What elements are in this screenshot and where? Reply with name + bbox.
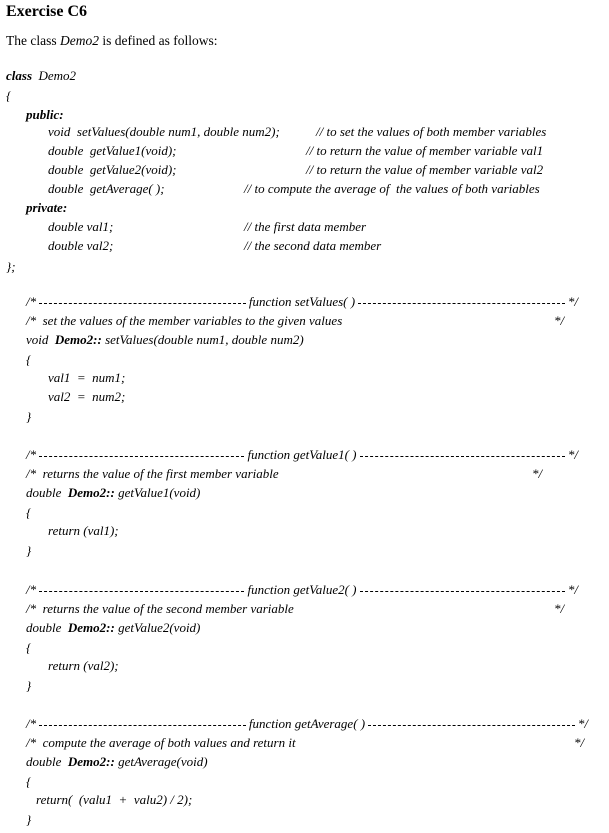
private-member-comment: // the second data member — [244, 238, 382, 253]
function-signature — [26, 332, 304, 348]
signature-type: void — [26, 332, 49, 347]
function-open-brace: { — [26, 352, 32, 367]
banner-close: */ — [577, 716, 588, 731]
function-open-brace: { — [26, 774, 32, 789]
class-keyword: class — [6, 68, 32, 83]
public-member-comment: // to set the values of both member variables — [316, 124, 547, 139]
banner-label: function getAverage( ) — [248, 716, 366, 731]
signature-class: Demo2:: — [67, 620, 115, 635]
banner-label: function getValue2( ) — [247, 582, 357, 597]
function-comment-end: */ — [574, 735, 585, 750]
banner-dash-right — [360, 591, 565, 592]
function-body-line: val1 = num1; — [48, 370, 126, 385]
banner-dash-right — [358, 303, 565, 304]
function-signature — [26, 754, 208, 770]
private-label: private: — [26, 200, 68, 215]
signature-rest: setValues(double num1, double num2) — [101, 332, 304, 347]
banner-close: */ — [567, 447, 578, 462]
function-banner — [26, 582, 578, 598]
banner-label: function getValue1( ) — [247, 447, 357, 462]
function-comment-end: */ — [554, 601, 565, 616]
public-label: public: — [26, 107, 64, 122]
function-banner — [26, 447, 578, 463]
function-comment: /* returns the value of the second member variable — [26, 601, 294, 616]
function-close-brace: } — [26, 543, 32, 558]
public-member-decl: double getValue1(void); — [48, 143, 177, 158]
public-member-decl: void setValues(double num1, double num2); — [48, 124, 280, 139]
banner-dash-right — [360, 456, 565, 457]
banner-dash-left — [39, 303, 246, 304]
signature-class: Demo2:: — [67, 754, 115, 769]
banner-close: */ — [567, 294, 578, 309]
class-open-brace: { — [6, 88, 12, 103]
public-member-comment: // to return the value of member variable val1 — [306, 143, 544, 158]
signature-rest: getAverage(void) — [114, 754, 208, 769]
private-member-comment: // the first data member — [244, 219, 367, 234]
function-close-brace: } — [26, 678, 32, 693]
signature-type: double — [26, 754, 62, 769]
intro-after: is defined as follows: — [98, 33, 218, 48]
function-open-brace: { — [26, 640, 32, 655]
public-member-decl: double getAverage( ); — [48, 181, 165, 196]
intro-text — [6, 33, 217, 49]
public-member-comment: // to return the value of member variable val2 — [306, 162, 544, 177]
signature-type: double — [26, 620, 62, 635]
function-comment-end: */ — [532, 466, 543, 481]
function-close-brace: } — [26, 409, 32, 424]
function-comment: /* compute the average of both values and return it — [26, 735, 296, 750]
function-close-brace: } — [26, 812, 32, 827]
function-open-brace: { — [26, 505, 32, 520]
function-body-line: return (val2); — [48, 658, 119, 673]
intro-before: The class — [6, 33, 60, 48]
function-comment-end: */ — [554, 313, 565, 328]
banner-dash-right — [368, 725, 575, 726]
banner-open: /* — [26, 447, 37, 462]
function-signature — [26, 485, 200, 501]
function-body-line: return (val1); — [48, 523, 119, 538]
banner-dash-left — [39, 456, 244, 457]
function-comment: /* returns the value of the first member variable — [26, 466, 279, 481]
banner-close: */ — [567, 582, 578, 597]
class-header — [6, 68, 76, 84]
function-comment: /* set the values of the member variables to the given values — [26, 313, 343, 328]
private-member-decl: double val1; — [48, 219, 114, 234]
page-title: Exercise C6 — [6, 3, 88, 20]
signature-type: double — [26, 485, 62, 500]
class-close-brace: }; — [6, 259, 16, 274]
banner-dash-left — [39, 591, 244, 592]
signature-class: Demo2:: — [54, 332, 102, 347]
function-banner — [26, 294, 578, 310]
banner-dash-left — [39, 725, 246, 726]
intro-classname: Demo2 — [59, 33, 99, 48]
signature-rest: getValue1(void) — [114, 485, 201, 500]
signature-rest: getValue2(void) — [114, 620, 201, 635]
function-signature — [26, 620, 200, 636]
public-member-decl: double getValue2(void); — [48, 162, 177, 177]
banner-label: function setValues( ) — [248, 294, 356, 309]
function-body-line: return( (valu1 + valu2) / 2); — [36, 792, 193, 807]
banner-open: /* — [26, 716, 37, 731]
function-banner — [26, 716, 588, 732]
banner-open: /* — [26, 582, 37, 597]
banner-open: /* — [26, 294, 37, 309]
class-name: Demo2 — [38, 68, 77, 83]
private-member-decl: double val2; — [48, 238, 114, 253]
function-body-line: val2 = num2; — [48, 389, 126, 404]
signature-class: Demo2:: — [67, 485, 115, 500]
public-member-comment: // to compute the average of the values of both variables — [244, 181, 540, 196]
